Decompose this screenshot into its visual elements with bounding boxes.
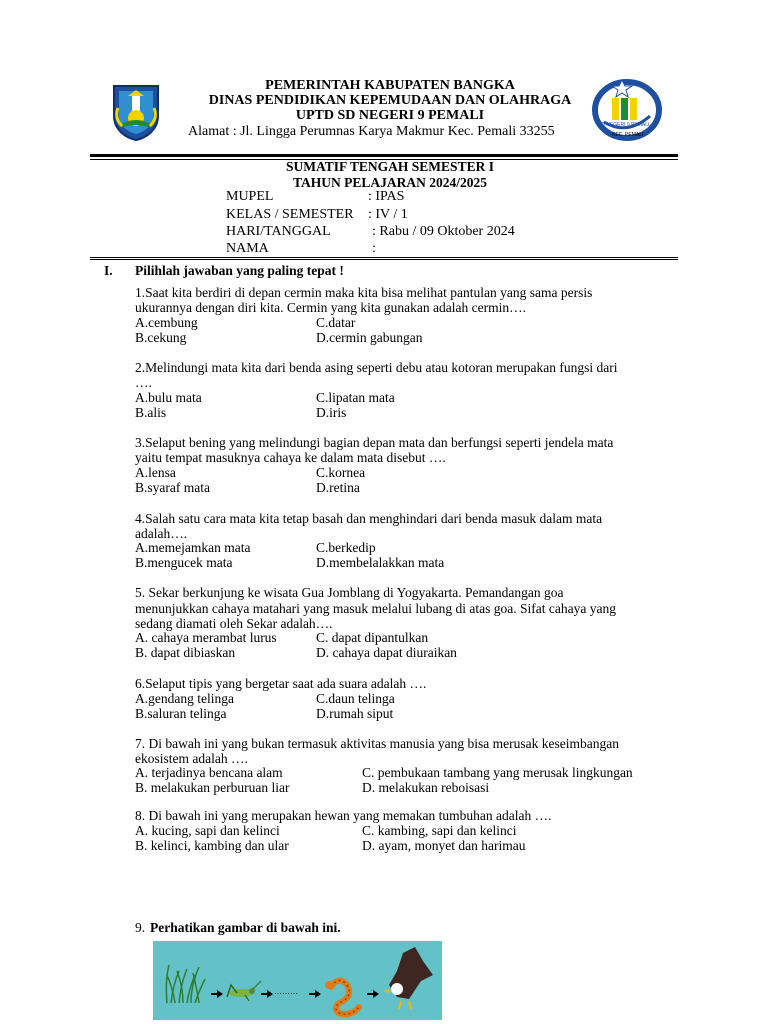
option-d[interactable]: D.cermin gabungan xyxy=(316,330,423,345)
section-divider-thick xyxy=(90,259,678,260)
question-text: yaitu tempat masuknya cahaya ke dalam mata disebut …. xyxy=(135,450,446,465)
question-text: 4.Salah satu cara mata kita tetap basah dan menghindari dari benda masuk dalam mata xyxy=(135,511,603,526)
question-text: 6.Selaput tipis yang bergetar saat ada suara adalah …. xyxy=(135,676,427,691)
field-label-date: HARI/TANGGAL xyxy=(226,224,331,239)
school-logo-caption: KEC. PEMALI xyxy=(612,132,644,138)
option-c[interactable]: C. dapat dipantulkan xyxy=(316,630,429,645)
question-text: sedang diamati oleh Sekar adalah…. xyxy=(135,616,333,631)
grass-icon xyxy=(166,965,205,1003)
header-divider-thick xyxy=(90,154,678,157)
chain-blank: ……… xyxy=(274,987,298,996)
question-text: ukurannya dengan diri kita. Cermin yang kita gunakan adalah cermin…. xyxy=(135,300,526,315)
option-d[interactable]: D.iris xyxy=(316,405,347,420)
option-b[interactable]: B. melakukan perburuan liar xyxy=(135,780,290,795)
option-c[interactable]: C. pembukaan tambang yang merusak lingkungan xyxy=(362,765,633,780)
field-value-name: : xyxy=(372,241,376,256)
field-value-date: : Rabu / 09 Oktober 2024 xyxy=(372,224,515,239)
field-label-class: KELAS / SEMESTER xyxy=(226,207,354,222)
option-a[interactable]: A.bulu mata xyxy=(135,390,202,405)
option-d[interactable]: D. melakukan reboisasi xyxy=(362,780,490,795)
option-c[interactable]: C.daun telinga xyxy=(316,691,395,706)
header-line-2: DINAS PENDIDIKAN KEPEMUDAAN DAN OLAHRAGA xyxy=(208,93,572,108)
option-b[interactable]: B.saluran telinga xyxy=(135,706,227,721)
option-c[interactable]: C.datar xyxy=(316,315,356,330)
section-divider-thin xyxy=(90,257,678,258)
option-a[interactable]: A.lensa xyxy=(135,465,176,480)
field-value-subject: : IPAS xyxy=(368,189,405,204)
question-text: 5. Sekar berkunjung ke wisata Gua Jomblang di Yogyakarta. Pemandangan goa xyxy=(135,585,564,600)
header-line-3: UPTD SD NEGERI 9 PEMALI xyxy=(295,108,485,123)
section-number: I. xyxy=(104,263,113,278)
option-b[interactable]: B.mengucek mata xyxy=(135,555,233,570)
food-chain-image xyxy=(153,941,442,1020)
question-text: 3.Selaput bening yang melindungi bagian depan mata dan berfungsi seperti jendela mata xyxy=(135,435,614,450)
option-c[interactable]: C.lipatan mata xyxy=(316,390,395,405)
option-d[interactable]: D.retina xyxy=(316,480,360,495)
snake-icon xyxy=(325,980,359,1014)
option-d[interactable]: D.rumah siput xyxy=(316,706,394,721)
option-a[interactable]: A.cembung xyxy=(135,315,198,330)
option-d[interactable]: D. ayam, monyet dan harimau xyxy=(362,838,526,853)
question-text: Perhatikan gambar di bawah ini. xyxy=(150,920,341,935)
school-address: Alamat : Jl. Lingga Perumnas Karya Makmur Kec. Pemali 33255 xyxy=(188,124,555,139)
option-a[interactable]: A. cahaya merambat lurus xyxy=(135,630,277,645)
option-b[interactable]: B.alis xyxy=(135,405,167,420)
question-text: 7. Di bawah ini yang bukan termasuk aktivitas manusia yang bisa merusak keseimbangan xyxy=(135,736,620,751)
exam-year: TAHUN PELAJARAN 2024/2025 xyxy=(292,175,487,190)
school-logo-text: SD NEGERI 9 PEMALI xyxy=(598,122,650,128)
grasshopper-icon xyxy=(227,981,261,1001)
question-text: adalah…. xyxy=(135,526,188,541)
option-a[interactable]: A.gendang telinga xyxy=(135,691,234,706)
question-text: …. xyxy=(135,375,152,390)
question-number: 9. xyxy=(135,920,146,935)
question-text: menunjukkan cahaya matahari yang masuk melalui lubang di atas goa. Sifat cahaya yang xyxy=(135,601,616,616)
field-label-subject: MUPEL xyxy=(226,189,274,204)
option-b[interactable]: B.syaraf mata xyxy=(135,480,210,495)
option-b[interactable]: B.cekung xyxy=(135,330,187,345)
option-d[interactable]: D. cahaya dapat diuraikan xyxy=(316,645,457,660)
option-a[interactable]: A. kucing, sapi dan kelinci xyxy=(135,823,280,838)
section-instruction: Pilihlah jawaban yang paling tepat ! xyxy=(135,263,344,278)
field-value-class: : IV / 1 xyxy=(368,207,408,222)
option-c[interactable]: C.berkedip xyxy=(316,540,376,555)
exam-title: SUMATIF TENGAH SEMESTER I xyxy=(286,159,494,174)
option-b[interactable]: B. dapat dibiaskan xyxy=(135,645,236,660)
option-a[interactable]: A. terjadinya bencana alam xyxy=(135,765,283,780)
option-d[interactable]: D.membelalakkan mata xyxy=(316,555,445,570)
question-text: 8. Di bawah ini yang merupakan hewan yang memakan tumbuhan adalah …. xyxy=(135,808,552,823)
option-b[interactable]: B. kelinci, kambing dan ular xyxy=(135,838,289,853)
food-chain-drawing xyxy=(153,941,442,1020)
option-c[interactable]: C. kambing, sapi dan kelinci xyxy=(362,823,517,838)
eagle-icon xyxy=(383,947,433,1009)
question-text: 2.Melindungi mata kita dari benda asing seperti debu atau kotoran merupakan fungsi dari xyxy=(135,360,618,375)
question-text: 1.Saat kita berdiri di depan cermin maka kita bisa melihat pantulan yang sama persis xyxy=(135,285,593,300)
option-a[interactable]: A.memejamkan mata xyxy=(135,540,251,555)
option-c[interactable]: C.kornea xyxy=(316,465,366,480)
header-line-1: PEMERINTAH KABUPATEN BANGKA xyxy=(265,78,515,93)
field-label-name: NAMA xyxy=(226,241,269,256)
question-text: ekosistem adalah …. xyxy=(135,751,248,766)
